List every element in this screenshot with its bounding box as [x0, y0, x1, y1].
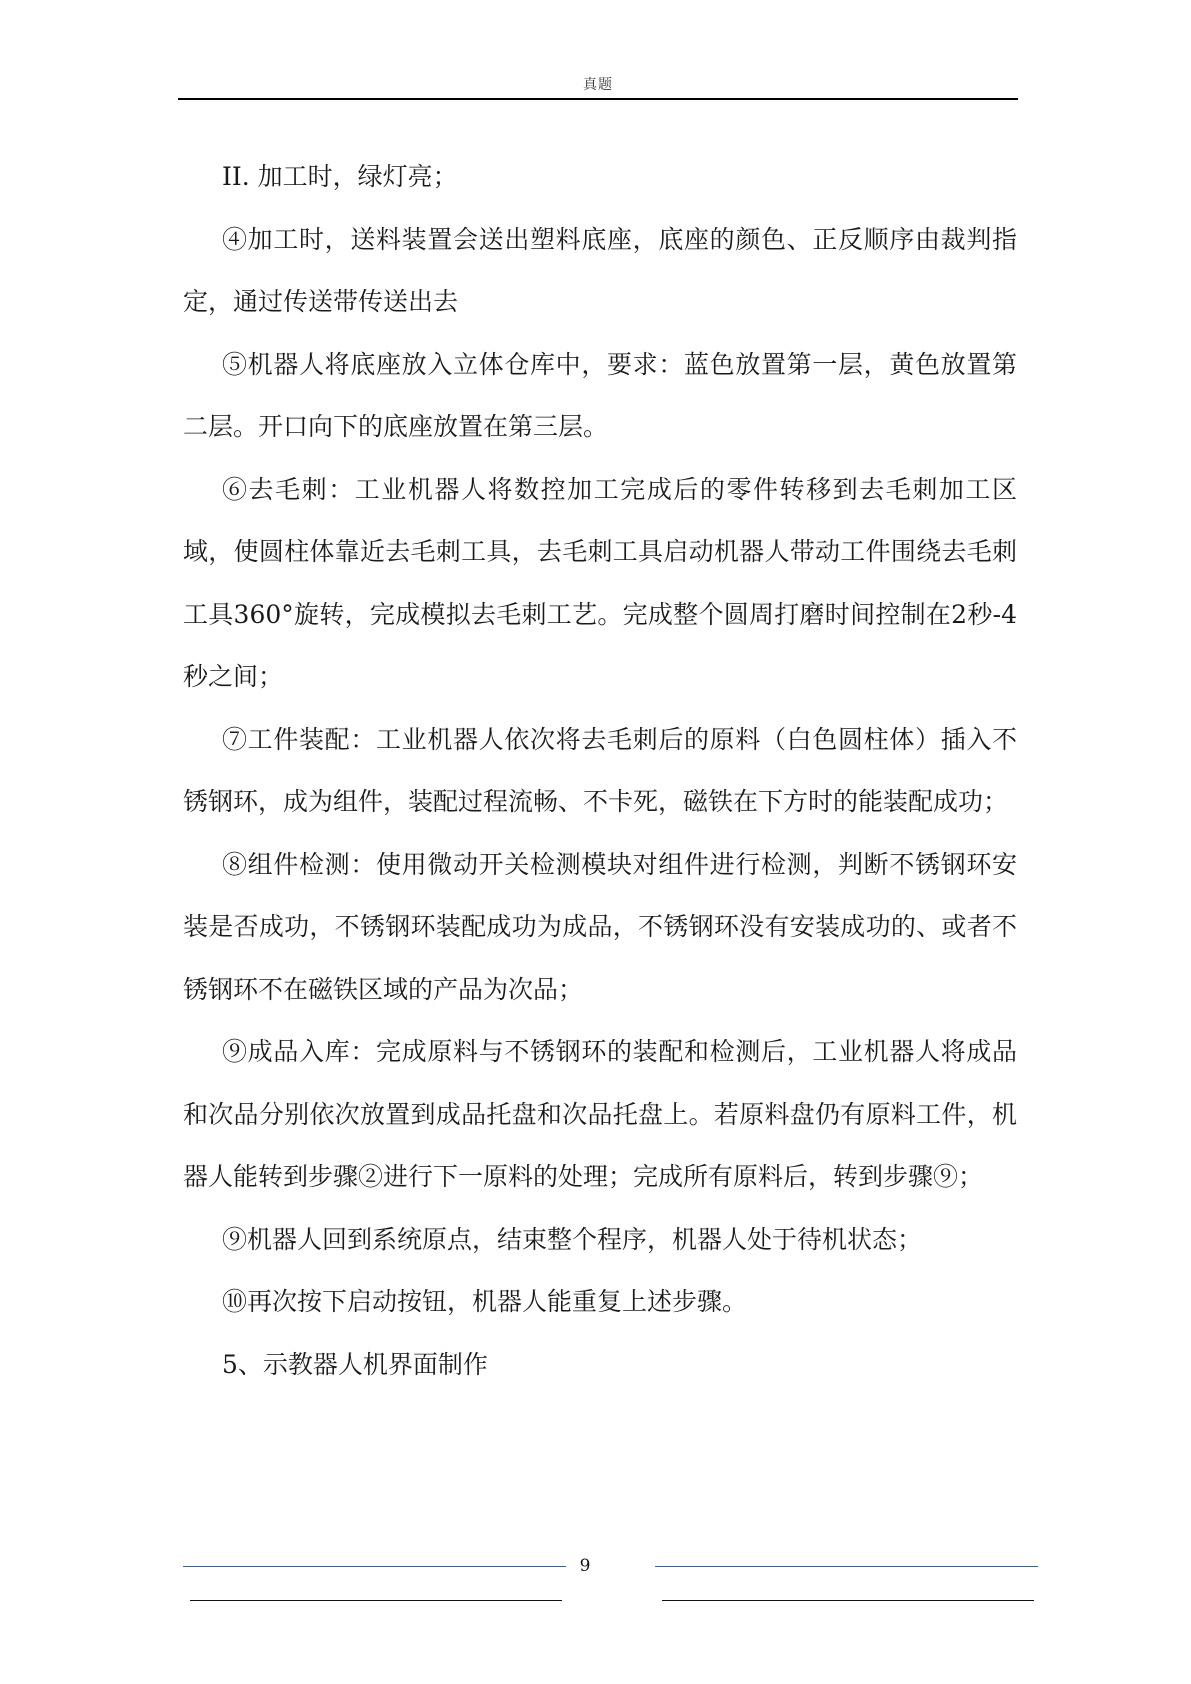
- paragraph-step-7: ⑦工件装配：工业机器人依次将去毛刺后的原料（白色圆柱体）插入不锈钢环，成为组件，装配过程流畅、不卡死，磁铁在下方时的能装配成功；: [183, 724, 1017, 816]
- paragraph-step-10: ⑩再次按下启动按钮，机器人能重复上述步骤。: [222, 1287, 748, 1316]
- section-heading-hmi: 5、示教器人机界面制作: [222, 1349, 488, 1379]
- page-header-title: 真题: [583, 77, 613, 93]
- paragraph-step-4: ④加工时，送料装置会送出塑料底座，底座的颜色、正反顺序由裁判指定，通过传送带传送出去: [183, 224, 1017, 316]
- page-number: 9: [579, 1556, 591, 1576]
- paragraph-step-9-return: ⑨机器人回到系统原点，结束整个程序，机器人处于待机状态；: [222, 1224, 923, 1254]
- paragraph-step-9-storage: ⑨成品入库：完成原料与不锈钢环的装配和检测后，工业机器人将成品和次品分别依次放置到成品托盘和次品托盘上。若原料盘仍有原料工件，机器人能转到步骤②进行下一原料的处理；完成所有原料后，转到步骤⑨；: [183, 1037, 1017, 1191]
- header-divider: [178, 98, 1018, 100]
- footer-left-black-line: [190, 1600, 562, 1601]
- document-body: [183, 146, 1017, 1396]
- footer-right-blue-line: [655, 1566, 1038, 1567]
- paragraph-green-light: II. 加工时，绿灯亮；: [222, 162, 458, 191]
- paragraph-step-5: ⑤机器人将底座放入立体仓库中，要求：蓝色放置第一层，黄色放置第二层。开口向下的底座放置在第三层。: [183, 349, 1017, 441]
- paragraph-step-6: ⑥去毛刺：工业机器人将数控加工完成后的零件转移到去毛刺加工区域，使圆柱体靠近去毛刺工具，去毛刺工具启动机器人带动工件围绕去毛刺工具360°旋转，完成模拟去毛刺工艺。完成整个圆周打磨时间控制在2秒-4秒之间；: [183, 474, 1017, 691]
- paragraph-step-8: ⑧组件检测：使用微动开关检测模块对组件进行检测，判断不锈钢环安装是否成功，不锈钢环装配成功为成品，不锈钢环没有安装成功的、或者不锈钢环不在磁铁区域的产品为次品；: [183, 849, 1017, 1004]
- footer-left-blue-line: [183, 1566, 566, 1567]
- footer-right-black-line: [662, 1600, 1034, 1601]
